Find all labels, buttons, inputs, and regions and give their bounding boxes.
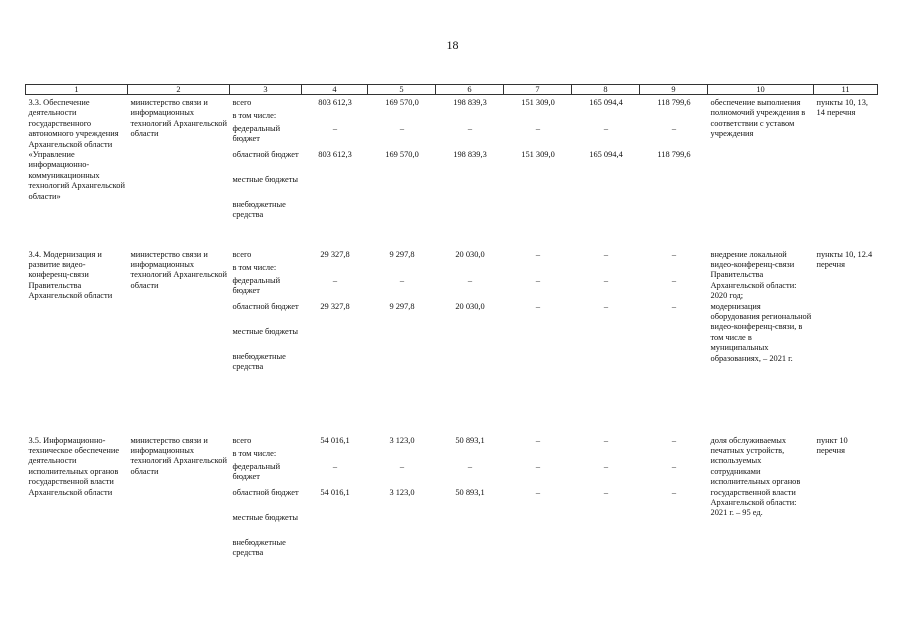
amount-value (643, 538, 706, 563)
amount-value (507, 111, 570, 124)
amount-value: 3 123,0 (389, 487, 415, 497)
amount-value: – (671, 275, 677, 285)
amount-value (575, 263, 638, 276)
amount-value: 165 094,4 (589, 150, 623, 159)
amount-value: 151 309,0 (521, 98, 555, 107)
column-number-4: 4 (302, 85, 368, 95)
amount-value (305, 111, 366, 124)
amount-value (305, 449, 366, 462)
amount-value: – (535, 275, 541, 285)
amount-column-9 (640, 95, 708, 247)
funding-sources (230, 95, 302, 247)
funding-source-label: местные бюджеты (232, 512, 299, 522)
amount-value (439, 175, 502, 200)
amount-column-8 (572, 95, 640, 247)
amount-value (371, 263, 434, 276)
amount-value (643, 513, 706, 538)
column-number-7: 7 (504, 85, 572, 95)
amount-value: 803 612,3 (318, 98, 352, 107)
amount-value (439, 513, 502, 538)
amount-value: 54 016,1 (320, 487, 350, 497)
amount-value (575, 175, 638, 200)
amount-value: 803 612,3 (318, 150, 352, 159)
column-number-5: 5 (368, 85, 436, 95)
amount-value: 198 839,3 (453, 98, 487, 107)
amount-value: – (671, 487, 677, 497)
amount-value (507, 263, 570, 276)
funding-source-label: областной бюджет (232, 487, 299, 497)
amount-value: – (603, 275, 609, 285)
amount-value (643, 111, 706, 124)
amount-value: – (603, 249, 609, 259)
amount-value: – (399, 275, 405, 285)
amount-value (371, 111, 434, 124)
column-number-2: 2 (128, 85, 230, 95)
amount-value: – (671, 461, 677, 471)
amount-value (507, 449, 570, 462)
table-row (26, 433, 878, 583)
amount-value (439, 352, 502, 377)
amount-value: – (603, 435, 609, 445)
amount-value: 198 839,3 (453, 150, 487, 159)
column-number-1: 1 (26, 85, 128, 95)
amount-column-9 (640, 247, 708, 433)
amount-value (305, 327, 366, 352)
column-number-9: 9 (640, 85, 708, 95)
amount-value (305, 513, 366, 538)
amount-value: – (467, 275, 473, 285)
page-number: 18 (446, 38, 459, 52)
funding-source-label: местные бюджеты (232, 326, 299, 336)
amount-value (439, 200, 502, 225)
amount-value: – (332, 124, 338, 133)
amount-value (643, 200, 706, 225)
amount-value: 29 327,8 (320, 249, 350, 259)
amount-column-4 (302, 247, 368, 433)
amount-value (507, 352, 570, 377)
amount-column-9 (640, 433, 708, 583)
amount-value: – (332, 461, 338, 471)
executor: министерство связи и информационных технологий Архангельской области (130, 249, 230, 290)
amount-value: – (399, 124, 405, 133)
funding-source-label: местные бюджеты (232, 175, 299, 184)
amount-value (305, 200, 366, 225)
amount-value: – (535, 301, 541, 311)
amount-value: 20 030,0 (455, 301, 485, 311)
amount-value (371, 352, 434, 377)
amount-value: – (603, 124, 609, 133)
funding-source-label: федеральный бюджет (232, 124, 281, 144)
column-number-row (26, 85, 878, 95)
funding-source-label: в том числе: (232, 262, 277, 272)
amount-column-5 (368, 433, 436, 583)
amount-value (575, 352, 638, 377)
amount-value: – (671, 435, 677, 445)
column-number-3: 3 (230, 85, 302, 95)
amount-value (371, 449, 434, 462)
amount-value: – (535, 487, 541, 497)
funding-source-label: в том числе: (232, 111, 277, 120)
funding-sources (230, 247, 302, 433)
amount-column-5 (368, 247, 436, 433)
amount-value: 50 893,1 (455, 487, 485, 497)
amount-value: – (603, 461, 609, 471)
amount-value (439, 449, 502, 462)
amount-value: – (535, 249, 541, 259)
amount-value (643, 352, 706, 377)
indicator-link: пункты 10, 13, 14 перечня (816, 98, 871, 118)
funding-source-label: внебюджетные средства (232, 200, 286, 220)
amount-value: – (535, 124, 541, 133)
amount-value: 118 799,6 (657, 98, 691, 107)
amount-value (439, 111, 502, 124)
measure-title: 3.4. Модернизация и развитие видео-конференц-связи Правительства Архангельской области (28, 249, 113, 301)
amount-column-7 (504, 95, 572, 247)
amount-value (305, 538, 366, 563)
measure-title: 3.3. Обеспечение деятельности государственного автономного учреждения Архангельской области «Управление информационно-коммуникационных технологий Архангельской области» (28, 98, 128, 201)
amount-value (439, 263, 502, 276)
funding-source-label: федеральный бюджет (232, 275, 281, 295)
amount-value (575, 111, 638, 124)
amount-value: 169 570,0 (385, 150, 419, 159)
program-table (25, 84, 878, 583)
amount-value (371, 327, 434, 352)
column-number-10: 10 (708, 85, 814, 95)
amount-value: 20 030,0 (455, 249, 485, 259)
amount-value: 9 297,8 (389, 301, 415, 311)
amount-value (439, 538, 502, 563)
amount-value (371, 200, 434, 225)
amount-value: – (603, 487, 609, 497)
amount-value (575, 538, 638, 563)
amount-column-4 (302, 95, 368, 247)
amount-value: 50 893,1 (455, 435, 485, 445)
amount-value (507, 175, 570, 200)
amount-column-7 (504, 247, 572, 433)
amount-value (305, 352, 366, 377)
funding-source-label: областной бюджет (232, 150, 299, 159)
column-number-11: 11 (814, 85, 878, 95)
amount-value (371, 513, 434, 538)
amount-value: 151 309,0 (521, 150, 555, 159)
amount-column-4 (302, 433, 368, 583)
expected-result: внедрение локальной видео-конференц-связи Правительства Архангельской области: 2020 год; модернизация оборудования региональной видео-конференц-связи, в том числе в муниципальных образованиях, – 2021 г. (710, 249, 812, 363)
amount-value: – (332, 275, 338, 285)
column-number-6: 6 (436, 85, 504, 95)
funding-source-label: всего (232, 98, 252, 107)
amount-value (575, 200, 638, 225)
amount-value (575, 513, 638, 538)
expected-result: обеспечение выполнения полномочий учреждения в соответствии с уставом учреждения (710, 98, 808, 139)
amount-value (575, 327, 638, 352)
amount-value: 29 327,8 (320, 301, 350, 311)
amount-column-5 (368, 95, 436, 247)
executor: министерство связи и информационных технологий Архангельской области (130, 98, 230, 139)
amount-value (507, 200, 570, 225)
indicator-link: пункт 10 перечня (816, 435, 850, 455)
amount-column-8 (572, 247, 640, 433)
amount-value: – (535, 435, 541, 445)
amount-value (643, 175, 706, 200)
amount-column-6 (436, 95, 504, 247)
table-row (26, 247, 878, 433)
funding-source-label: областной бюджет (232, 301, 299, 311)
amount-column-6 (436, 247, 504, 433)
amount-value (643, 449, 706, 462)
amount-value: – (671, 124, 677, 133)
executor: министерство связи и информационных технологий Архангельской области (130, 435, 230, 476)
column-number-8: 8 (572, 85, 640, 95)
funding-source-label: всего (232, 249, 252, 259)
amount-value (439, 327, 502, 352)
amount-value (507, 513, 570, 538)
expected-result: доля обслуживаемых печатных устройств, используемых сотрудниками исполнительных органов государственной власти Архангельской области: 2021 г. – 95 ед. (710, 435, 801, 518)
amount-value (371, 538, 434, 563)
amount-value: 9 297,8 (389, 249, 415, 259)
amount-column-6 (436, 433, 504, 583)
amount-value: 169 570,0 (385, 98, 419, 107)
amount-column-7 (504, 433, 572, 583)
amount-value (507, 538, 570, 563)
amount-column-8 (572, 433, 640, 583)
amount-value (305, 263, 366, 276)
amount-value: – (399, 461, 405, 471)
measure-title: 3.5. Информационно-техническое обеспечение деятельности исполнительных органов государственной власти Архангельской области (28, 435, 122, 497)
amount-value (371, 175, 434, 200)
amount-value: – (535, 461, 541, 471)
amount-value (643, 327, 706, 352)
amount-value: – (467, 461, 473, 471)
amount-value: 118 799,6 (657, 150, 691, 159)
funding-source-label: в том числе: (232, 448, 277, 458)
amount-value (575, 449, 638, 462)
amount-value (507, 327, 570, 352)
table-row (26, 95, 878, 247)
amount-value: 165 094,4 (589, 98, 623, 107)
amount-value: – (671, 301, 677, 311)
amount-value (643, 263, 706, 276)
amount-value: – (467, 124, 473, 133)
funding-source-label: всего (232, 435, 252, 445)
funding-source-label: внебюджетные средства (232, 537, 286, 557)
amount-value: – (671, 249, 677, 259)
amount-value: 54 016,1 (320, 435, 350, 445)
amount-value: 3 123,0 (389, 435, 415, 445)
funding-source-label: внебюджетные средства (232, 351, 286, 371)
indicator-link: пункты 10, 12.4 перечня (816, 249, 875, 269)
funding-sources (230, 433, 302, 583)
amount-value (305, 175, 366, 200)
amount-value: – (603, 301, 609, 311)
funding-source-label: федеральный бюджет (232, 461, 281, 481)
